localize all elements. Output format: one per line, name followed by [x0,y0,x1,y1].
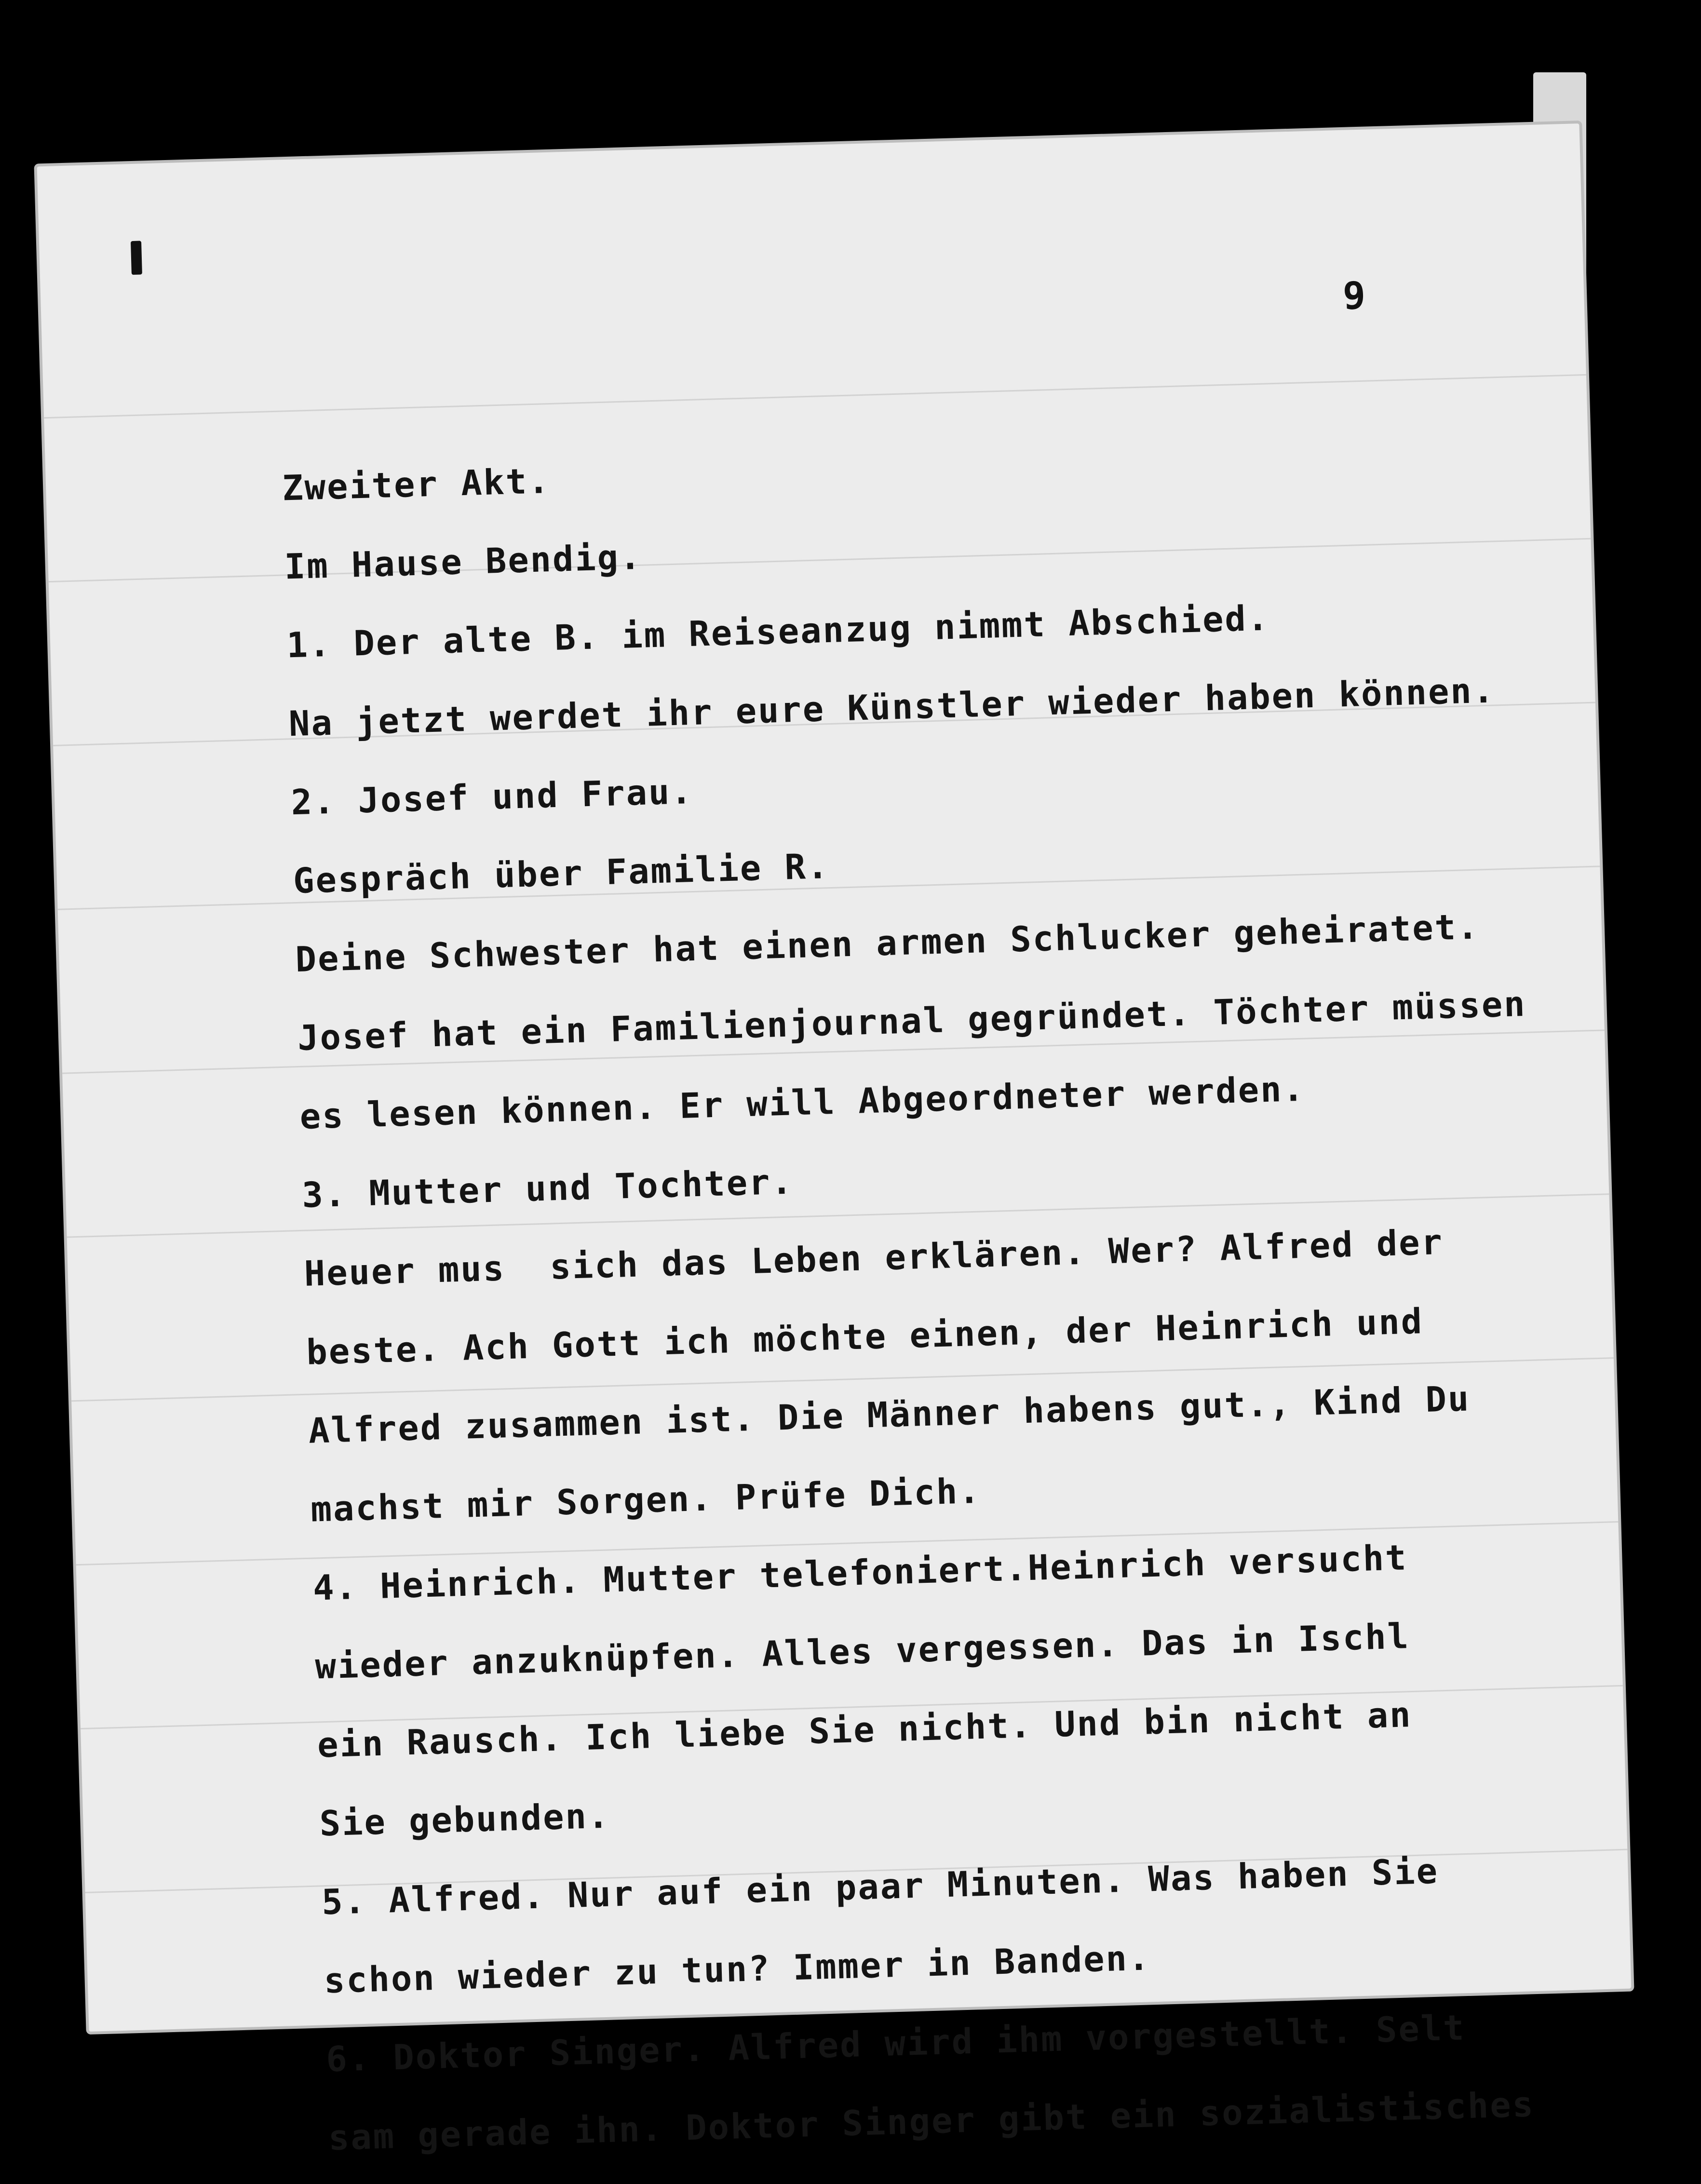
text-line: 6. Doktor Singer. Alfred wird ihm vorgestellt. Selt [325,2007,1466,2080]
text-line: Alfred zusammen ist. Die Männer habens gut., Kind Du [308,1378,1471,1451]
text-line: Deine Schwester hat einen armen Schlucker geheiratet. [295,906,1480,980]
text-line: 4. Heinrich. Mutter telefoniert.Heinrich versucht [312,1537,1408,1608]
text-line: ein Rausch. Ich liebe Sie nicht. Und bin nicht an [317,1694,1413,1766]
text-line: 1. Der alte B. im Reiseanzug nimmt Abschied. [286,597,1270,666]
text-line: machst mir Sorgen. Prüfe Dich. [310,1470,982,1530]
page-number: 9 [1342,274,1366,318]
text-line: 5. Alfred. Nur auf ein paar Minuten. Was haben Sie [321,1850,1440,1923]
text-line: Im Hause Bendig. [284,536,643,587]
text-line: Zweiter Akt. [282,460,551,509]
typed-text-block [281,414,1606,2178]
text-line: es lesen können. Er will Abgeordneter werden. [299,1068,1306,1137]
text-line: beste. Ach Gott ich möchte einen, der Heinrich und [306,1301,1424,1373]
text-line: sam gerade ihn. Doktor Singer gibt ein sozialistisches [327,2084,1535,2158]
margin-mark [131,241,142,275]
text-line: Gespräch über Familie R. [293,846,830,902]
text-line: Heuer mus sich das Leben erklären. Wer? Alfred der [303,1221,1444,1294]
text-line: Sie gebunden. [319,1795,611,1844]
document-page [37,123,1632,2158]
text-line: 3. Mutter und Tochter. [301,1161,794,1215]
text-line: wieder anzuknüpfen. Alles vergessen. Das in Ischl [314,1616,1411,1687]
text-line: schon wieder zu tun? Immer in Banden. [323,1937,1151,2001]
text-line: Na jetzt werdet ihr eure Künstler wieder haben können. [288,670,1496,744]
text-line: 2. Josef und Frau. [290,770,694,823]
text-line: Josef hat ein Familienjournal gegründet. Töchter müssen [297,983,1527,1059]
